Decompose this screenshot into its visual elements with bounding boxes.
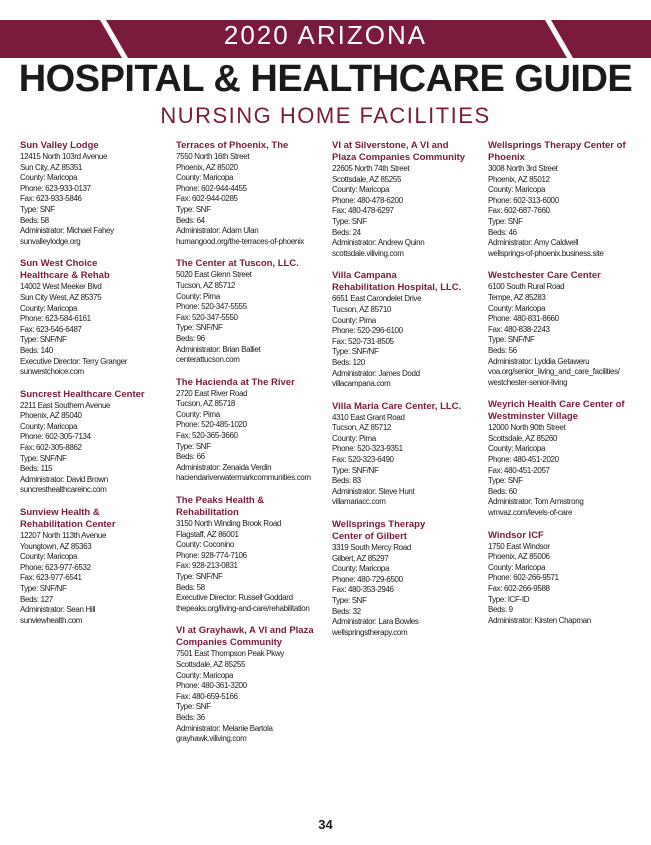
facility-name: Wellsprings Therapy [332,519,426,531]
facility-detail: Administrator: Zenaida Verdin [176,462,272,472]
facility-detail: Fax: 520-365-3660 [176,431,238,441]
facility-detail: County: Pima [332,433,376,443]
facility-name: Plaza Companies Community [332,152,466,163]
facility-detail: Beds: 83 [332,476,361,486]
facility-detail: Phoenix, AZ 85020 [176,162,238,172]
facility-detail: Executive Director: Terry Granger [20,356,128,366]
facility-detail: humangood.org/the-terraces-of-phoenix [176,236,305,246]
facility-detail: Executive Director: Russell Goddard [176,593,293,603]
facility-name: VI at Grayhawk, A VI and Plaza [176,625,314,637]
facility-entry [488,140,638,259]
facility-entry [20,258,170,377]
facility-detail: Phoenix, AZ 85040 [20,411,82,421]
facility-detail: Tempe, AZ 85283 [488,292,546,302]
facility-name: Sunview Health & [20,507,100,519]
facility-detail: wellsprings-of-phoenix.business.site [488,248,604,258]
facility-detail: Type: SNF [488,216,523,226]
facility-name: Phoenix [488,152,525,163]
facility-detail: Beds: 127 [20,594,53,604]
facility-name: Villa Maria Care Center, LLC. [332,400,462,412]
facility-detail: Administrator: Adam Ulan [176,226,259,236]
facility-detail: County: Maricopa [488,185,546,195]
facility-detail: County: Maricopa [332,185,390,195]
facility-detail: Type: SNF/NF [20,335,67,345]
facility-detail: grayhawk.viliving.com [176,734,247,744]
facility-detail: Scottsdale, AZ 85255 [176,659,246,669]
listing-column-3 [332,140,482,649]
facility-detail: Type: SNF [488,476,523,486]
facility-detail: Beds: 120 [332,357,365,367]
facility-detail: scottsdale.viliving.com [332,248,404,258]
facility-detail: Phone: 602-266-9571 [488,573,559,583]
facility-name: Terraces of Phoenix, The [176,140,289,151]
facility-detail: 3008 North 3rd Street [488,164,558,173]
facility-detail: County: Maricopa [20,552,78,562]
facility-detail: Type: SNF/NF [20,584,67,593]
facility-detail: Sun City West, AZ 85375 [20,292,102,302]
facility-detail: sunwestchoice.com [20,367,84,377]
facility-detail: 2720 East River Road [176,388,248,398]
facility-detail: Administrator: Melanie Bartola [176,723,273,733]
facility-detail: County: Pima [332,315,376,325]
header-banner [0,0,651,58]
facility-name: VI at Silverstone, A VI and [332,140,449,151]
facility-detail: Fax: 520-731-8505 [332,336,394,346]
facility-detail: Beds: 58 [20,215,49,225]
facility-detail: Beds: 32 [332,606,361,616]
facility-detail: Administrator: Tom Armstrong [488,497,584,507]
facility-entry [176,258,326,365]
facility-detail: 12000 North 90th Street [488,423,566,433]
facility-detail: Beds: 36 [176,712,205,722]
facility-detail: Administrator: Kirsten Chapman [488,615,591,625]
facility-detail: Beds: 46 [488,227,517,237]
facility-detail: 5020 East Glenn Street [176,270,252,280]
facility-detail: Fax: 602-305-8862 [20,443,82,453]
facility-detail: Administrator: Lara Bowles [332,617,419,627]
facility-detail: 7501 East Thompson Peak Pkwy [176,649,284,659]
facility-name: The Center at Tuscon, LLC. [176,258,299,270]
facility-detail: Type: SNF/NF [332,465,379,475]
facility-detail: Phone: 480-451-2020 [488,455,559,465]
facility-detail: Type: SNF/NF [20,453,67,463]
facility-detail: Phoenix, AZ 85006 [488,552,550,562]
facility-detail: County: Maricopa [176,173,234,183]
facility-detail: Phone: 623-977-6532 [20,562,91,572]
facility-detail: Type: SNF/NF [176,323,223,333]
facility-detail: Beds: 56 [488,345,517,355]
facility-detail: Phone: 602-305-7134 [20,432,91,442]
facility-detail: County: Pima [176,409,220,419]
facility-detail: Tucson, AZ 85718 [176,399,236,409]
facility-detail: Phone: 480-478-6200 [332,195,403,205]
section-title: NURSING HOME FACILITIES [160,103,491,128]
facility-detail: Fax: 480-659-5166 [176,691,238,701]
facility-detail: Type: SNF [20,204,55,214]
facility-name: Westchester Care Center [488,270,601,282]
facility-detail: Beds: 140 [20,345,53,355]
banner-title: 2020 ARIZONA [223,20,428,50]
facility-detail: Fax: 928-213-0831 [176,561,238,571]
facility-detail: Phone: 623-584-6161 [20,314,91,324]
facility-name: The Hacienda at The River [176,376,295,388]
facility-detail: Type: SNF/NF [176,572,223,581]
facility-detail: Fax: 480-478-6297 [332,206,394,216]
facility-detail: 12415 North 103rd Avenue [20,152,108,161]
facility-detail: Phone: 520-296-6100 [332,326,403,336]
facility-detail: Fax: 623-546-6487 [20,324,82,334]
facility-detail: wellspringstherapy.com [332,627,408,637]
facility-detail: 12207 North 113th Avenue [20,531,107,541]
facility-detail: Scottsdale, AZ 85255 [332,174,402,184]
facility-detail: 3319 South Mercy Road [332,543,411,553]
facility-name: Villa Campana [332,270,397,282]
listing-column-1 [20,140,170,637]
facility-detail: Administrator: James Dodd [332,368,420,378]
facility-detail: Fax: 602-944-0285 [176,194,238,204]
facility-detail: Phone: 520-323-9351 [332,444,403,454]
facility-detail: Administrator: Steve Hunt [332,486,415,496]
facility-name: Center of Gilbert [332,531,407,543]
page-number: 34 [318,817,333,832]
facility-detail: Fax: 623-933-5846 [20,194,82,204]
listing-column-2 [176,140,326,756]
facility-entry [332,401,482,508]
facility-detail: suncresthealthcareinc.com [20,485,107,495]
facility-detail: Fax: 480-838-2243 [488,324,550,334]
facility-detail: 7550 North 16th Street [176,152,250,161]
facility-name: Wellsprings Therapy Center of [488,140,626,151]
facility-detail: centerattucson.com [176,355,240,365]
facility-detail: Tucson, AZ 85710 [332,304,392,314]
facility-detail: County: Maricopa [20,303,78,313]
facility-entry [176,495,326,614]
facility-name: The Peaks Health & Rehabilitation [176,495,265,519]
facility-detail: County: Maricopa [20,421,78,431]
facility-detail: County: Maricopa [332,564,390,574]
facility-detail: Type: SNF [176,702,211,712]
facility-entry [20,507,170,626]
facility-detail: Type: SNF [176,204,211,214]
facility-entry [332,140,482,259]
facility-entry [176,140,326,247]
facility-detail: Flagstaff, AZ 86001 [176,529,239,539]
facility-detail: County: Maricopa [20,173,78,183]
facility-detail: Fax: 623-977-6541 [20,573,82,583]
facility-detail: 22605 North 74th Street [332,164,410,173]
facility-entry [20,140,170,247]
facility-detail: County: Maricopa [488,444,546,454]
facility-entry [176,625,326,744]
facility-detail: Beds: 24 [332,227,361,237]
facility-entry [488,530,638,627]
facility-detail: 3150 North Winding Brook Road [176,519,282,529]
facility-name: Sun West Choice [20,258,98,270]
facility-detail: 2211 East Southern Avenue [20,400,111,410]
facility-detail: 6100 South Rural Road [488,282,565,292]
facility-detail: sunvalleylodge.org [20,236,81,246]
facility-detail: wmvaz.com/levels-of-care [488,508,573,518]
facility-detail: Fax: 520-323-6490 [332,455,394,465]
facility-detail: Phone: 928-774-7106 [176,550,247,560]
facility-detail: Phone: 520-485-1020 [176,420,247,430]
listing-column-4 [488,140,638,637]
facility-detail: Phone: 480-729-6500 [332,574,403,584]
facility-detail: Beds: 58 [176,582,205,592]
facility-detail: Administrator: Sean Hill [20,605,96,615]
facility-detail: Type: SNF/NF [488,335,535,345]
facility-detail: Administrator: Amy Caldwell [488,238,579,248]
facility-detail: Phone: 602-944-4455 [176,183,247,193]
facility-detail: Fax: 520-347-5550 [176,312,238,322]
facility-detail: County: Maricopa [488,562,546,572]
facility-name: Sun Valley Lodge [20,140,99,151]
facility-detail: 6651 East Carondelet Drive [332,294,422,304]
facility-name: Healthcare & Rehab [20,270,110,282]
facility-detail: 4310 East Grant Road [332,412,405,422]
facility-detail: Administrator: Andrew Quinn [332,238,425,248]
facility-detail: Beds: 96 [176,333,205,343]
facility-name: Rehabilitation Center [20,519,116,531]
facility-detail: Youngtown, AZ 85363 [20,541,92,551]
facility-name: Rehabilitation Hospital, LLC. [332,282,462,294]
facility-detail: Phone: 623-933-0137 [20,183,91,193]
facility-detail: Administrator: Michael Fahey [20,226,114,236]
facility-detail: Administrator: Lyddia Getaweru [488,356,590,366]
facility-detail: haciendariverwatermarkcommunities.com [176,473,311,483]
facility-name: Companies Community [176,637,283,649]
facility-entry [488,270,638,388]
facility-name: Windsor ICF [488,529,544,541]
facility-detail: sunviewhealth.com [20,615,83,625]
facility-entry [20,389,170,496]
facility-detail: Beds: 66 [176,452,205,462]
facility-detail: Beds: 64 [176,215,205,225]
facility-detail: Phoenix, AZ 85012 [488,174,550,184]
facility-detail: Phone: 520-347-5555 [176,302,247,312]
facility-name: Westminster Village [488,411,578,423]
facility-detail: Scottsdale, AZ 85260 [488,433,558,443]
facility-detail: thepeaks.org/living-and-care/rehabilitation [176,603,310,613]
facility-entry [332,270,482,389]
facility-detail: Administrator: Brian Balliet [176,344,261,354]
facility-entry [332,519,482,638]
facility-detail: Type: SNF [332,216,367,226]
facility-detail: Beds: 115 [20,464,53,474]
facility-detail: villacampana.com [332,379,391,389]
facility-entry [488,399,638,518]
facility-detail: Type: SNF [176,441,211,451]
facility-entry [176,377,326,484]
facility-detail: Phone: 602-313-6000 [488,195,559,205]
facility-detail: Beds: 60 [488,486,517,496]
facility-detail: Type: ICF-ID [488,594,530,604]
facility-detail: 14002 West Meeker Blvd [20,282,102,292]
facility-detail: County: Maricopa [176,670,234,680]
facility-name: Weyrich Health Care Center of [488,399,625,411]
facility-detail: Fax: 602-687-7660 [488,206,550,216]
facility-detail: Type: SNF/NF [332,347,379,357]
facility-detail: Gilbert, AZ 85297 [332,553,389,563]
facility-detail: County: Maricopa [488,303,546,313]
facility-detail: Tucson, AZ 85712 [332,423,392,433]
facility-detail: voa.org/senior_living_and_care_facilities/ [488,367,620,377]
facility-detail: 1750 East Windsor [488,541,550,551]
facility-detail: County: Pima [176,291,220,301]
facility-detail: County: Coconino [176,540,234,550]
facility-detail: Administrator: David Brown [20,474,108,484]
facility-detail: Phone: 480-361-3200 [176,681,247,691]
facility-name: Suncrest Healthcare Center [20,388,145,400]
facility-detail: Tucson, AZ 85712 [176,280,236,290]
facility-detail: villamariacc.com [332,497,386,507]
facility-detail: Fax: 480-451-2057 [488,465,550,475]
facility-detail: westchester-senior-living [488,377,568,387]
facility-detail: Type: SNF [332,596,367,605]
guide-title: HOSPITAL & HEALTHCARE GUIDE [18,58,633,100]
facility-detail: Fax: 480-353-2946 [332,585,394,595]
facility-detail: Fax: 602-266-9588 [488,584,550,593]
facility-detail: Sun City, AZ 85351 [20,162,83,172]
facility-detail: Beds: 9 [488,605,513,615]
facility-detail: Phone: 480-831-8660 [488,314,559,324]
